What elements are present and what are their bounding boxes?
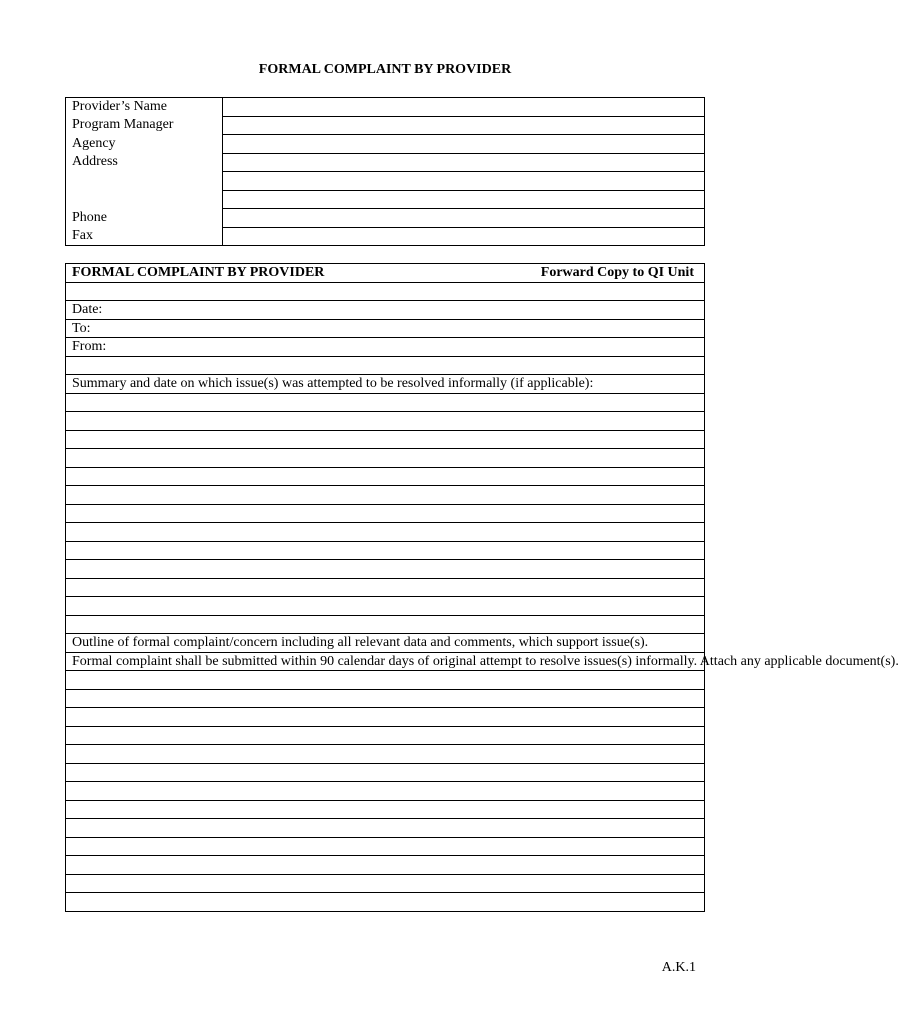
date-line[interactable]: Date:	[66, 301, 705, 320]
address-label-spacer	[66, 172, 223, 191]
summary-line[interactable]	[66, 615, 705, 634]
outline-line[interactable]	[66, 726, 705, 745]
outline-line[interactable]	[66, 671, 705, 690]
summary-line[interactable]	[66, 393, 705, 412]
page-code: A.K.1	[661, 960, 696, 975]
address-field-line-3[interactable]	[223, 190, 705, 209]
fax-field[interactable]	[223, 227, 705, 246]
summary-line[interactable]	[66, 597, 705, 616]
summary-line[interactable]	[66, 578, 705, 597]
outline-line[interactable]	[66, 782, 705, 801]
provider-info-table	[65, 97, 705, 246]
address-field-line-2[interactable]	[223, 172, 705, 191]
address-label: Address	[66, 153, 223, 172]
outline-line[interactable]	[66, 800, 705, 819]
outline-line[interactable]	[66, 837, 705, 856]
summary-line[interactable]	[66, 486, 705, 505]
provider-name-field[interactable]	[223, 98, 705, 117]
to-line[interactable]: To:	[66, 319, 705, 338]
outline-line[interactable]	[66, 689, 705, 708]
outline-line[interactable]	[66, 874, 705, 893]
complaint-table	[65, 263, 899, 912]
program-manager-label: Program Manager	[66, 116, 223, 135]
outline-line[interactable]	[66, 893, 705, 912]
page-title: FORMAL COMPLAINT BY PROVIDER	[258, 62, 512, 77]
summary-label: Summary and date on which issue(s) was attempted to be resolved informally (if applicable):	[66, 375, 705, 394]
program-manager-field[interactable]	[223, 116, 705, 135]
summary-line[interactable]	[66, 541, 705, 560]
summary-line[interactable]	[66, 523, 705, 542]
address-label-spacer	[66, 190, 223, 209]
address-field-line-1[interactable]	[223, 153, 705, 172]
phone-field[interactable]	[223, 209, 705, 228]
outline-note: Formal complaint shall be submitted within 90 calendar days of original attempt to resolve issues(s) informally. Attach any applicable document(s).	[66, 652, 705, 671]
summary-line[interactable]	[66, 504, 705, 523]
forward-copy-note: Forward Copy to QI Unit	[540, 265, 694, 280]
complaint-header-title: FORMAL COMPLAINT BY PROVIDER	[72, 265, 325, 280]
summary-line[interactable]	[66, 412, 705, 431]
summary-line[interactable]	[66, 449, 705, 468]
from-line[interactable]: From:	[66, 338, 705, 357]
blank-line[interactable]	[66, 282, 705, 301]
summary-line[interactable]	[66, 430, 705, 449]
outline-line[interactable]	[66, 819, 705, 838]
provider-name-label: Provider’s Name	[66, 98, 223, 117]
outline-line[interactable]	[66, 708, 705, 727]
blank-line[interactable]	[66, 356, 705, 375]
outline-line[interactable]	[66, 763, 705, 782]
outline-line[interactable]	[66, 856, 705, 875]
summary-line[interactable]	[66, 467, 705, 486]
agency-label: Agency	[66, 135, 223, 154]
outline-label: Outline of formal complaint/concern including all relevant data and comments, which support issue(s).	[66, 634, 705, 653]
phone-label: Phone	[66, 209, 223, 228]
agency-field[interactable]	[223, 135, 705, 154]
complaint-header-row	[66, 264, 705, 283]
fax-label: Fax	[66, 227, 223, 246]
outline-line[interactable]	[66, 745, 705, 764]
summary-line[interactable]	[66, 560, 705, 579]
